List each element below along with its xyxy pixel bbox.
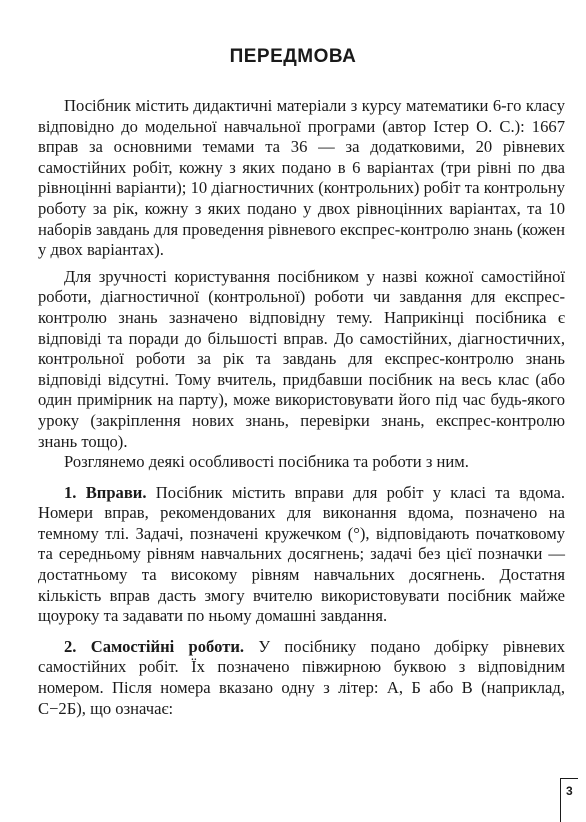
paragraph-text: У посібнику подано добірку рівневих самостійних робіт. Їх позначено півжирною буквою з відповідним номером. Після номера вказано одну з літер: А, Б або В (наприклад, С−2Б), що означає:: [38, 636, 566, 718]
paragraph-features-intro: [38, 452, 565, 473]
paragraph-independent-works: [38, 637, 565, 719]
paragraph-text: Посібник містить вправи для робіт у класі та вдома. Номери вправ, рекомендованих для виконання вдома, позначено на темному тлі. Задачі, позначені кружечком (°), відповідають початковому та середньому рівням навчальних досягнень; задачі без цієї позначки — достатньому та високому рівням навчальних досягнень. Достатня кількість вправ дасть змогу вчителю використовувати посібник майже щоуроку та задавати по ньому домашні завдання.: [38, 482, 566, 626]
paragraph-exercises: [38, 483, 565, 627]
paragraph-usage: [38, 267, 565, 452]
paragraph-text: Розглянемо деякі особливості посібника та роботи з ним.: [64, 452, 469, 472]
body-text: [38, 96, 565, 719]
page-number-box: [560, 778, 578, 822]
paragraph-lead: 1. Вправи.: [64, 482, 147, 502]
paragraph-lead: 2. Самостійні роботи.: [64, 636, 245, 656]
paragraph-text: Посібник містить дидактичні матеріали з курсу математики 6-го класу відповідно до модельної навчальної програми (автор Істер О. С.): 1667 вправ за основними темами та 36 — за додатковими, 20 рівневих самостійних робіт, кожну з яких подано в 6 варіантах (три рівні по два рівноцінні варіанти); 10 діагностичних (контрольних) робіт та контрольну роботу за рік, кожну з яких подано у двох рівноцінних варіантах, та 10 наборів завдань для проведення рівневого експрес-контролю знань (кожен у двох варіантах).: [38, 96, 565, 260]
paragraph-intro: [38, 96, 565, 261]
page-number: 3: [566, 784, 573, 798]
page-title: ПЕРЕДМОВА: [229, 46, 357, 67]
paragraph-text: Для зручності користування посібником у назві кожної самостійної роботи, діагностичної (контрольної) роботи чи завдання для експрес-контролю знань зазначено відповідну тему. Наприкінці посібника є відповіді та поради до більшості вправ. До самостійних, діагностичних, контрольної роботи за рік та завдань для експрес-контролю знань відповіді відсутні. Тому вчитель, придбавши посібник на весь клас (або один примірник на парту), може використовувати його під час будь-якого уроку (закріплення нових знань, перевірки знань, експрес-контролю знань тощо).: [38, 266, 565, 451]
